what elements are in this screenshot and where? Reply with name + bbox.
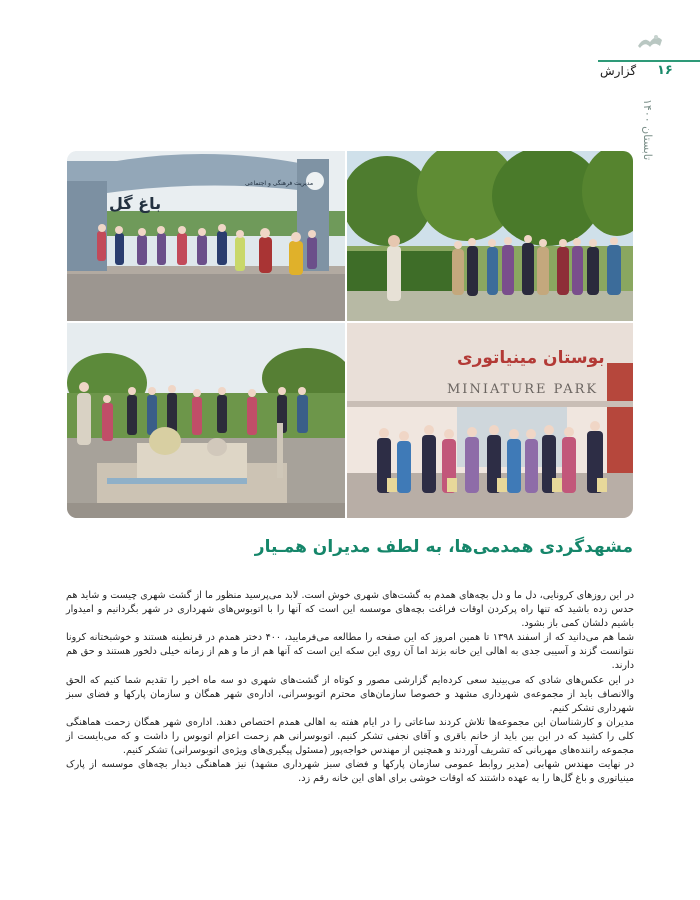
park-sign: بوستان مینیاتوری	[457, 348, 605, 368]
photo-garden-gate	[67, 151, 345, 321]
issue-date: تابستان ۱۴۰۰	[641, 99, 654, 161]
page-number: ۱۶	[657, 63, 673, 78]
article-body	[66, 589, 634, 786]
paragraph: در نهایت مهندس شهابی (مدیر روابط عمومی سازمان پارکها و فضای سبز شهرداری مشهد) نیز هماهنگی دیدار بچه‌های موسسه از پارک مینیاتوری و باغ گل‌ها را به عهده داشتند که اوقات خوشی برای اهای این خانه رقم زد.	[66, 759, 634, 785]
photo-trees-group	[347, 151, 633, 321]
park-sign-en: MINIATURE PARK	[447, 382, 599, 397]
section-label: گزارش	[600, 64, 637, 78]
paragraph: در این روزهای کرونایی، دل ما و دل بچه‌های همدم به گشت‌های شهری خوش است. لابد می‌پرسید منظور ما از گشت شهری چیست و شاید هم حدس زده باشید که تنها راه پرکردن اوقات فراغت بچه‌های موسسه این است که آنها را با اتوبوس‌های شهرداری در شهر بگردانیم و امیدوار باشیم دلشان کمی باز بشود.	[66, 590, 634, 630]
paragraph: مدیران و کارشناسان این مجموعه‌ها تلاش کردند ساعاتی را در ایام هفته به اهالی همدم اختصاص دهند. اداره‌ی شهر همگان زحمت هماهنگی کلی را کشید که در این بین باید از خانم باقری و آقای نجفی تشکر کنیم. اتوبوسرانی هم زحمت اعزام اتوبوس را داشت و که می‌بایست از مجموعه راننده‌های مهربانی که تشریف آوردند و همچنین از مهندس خواجه‌پور (مسئول پیگیری‌های ویژه‌ی اتوبوسرانی) تشکر کنیم.	[66, 716, 634, 757]
photo-miniature-park	[347, 323, 633, 518]
paragraph: در این عکس‌های شادی که می‌بینید سعی کرده‌ایم گزارشی مصور و کوتاه از گشت‌های شهری دو سه ماه اخیر را تقدیم شما کنیم که الحق والانصاف باید از مجموعه‌ی شهرداری مشهد و خصوصا سازمان‌های محترم اتوبوسرانی، اداره‌ی شهر همگان و سازمان پارکها و فضای سبز شهرداری تشکر کنیم.	[66, 674, 634, 714]
magazine-logo-icon	[636, 32, 664, 52]
photo-collage	[67, 151, 633, 518]
gate-text-top: مدیریت فرهنگی و اجتماعی	[245, 180, 314, 187]
photo-miniature-model	[67, 323, 345, 518]
header-rule	[598, 60, 700, 62]
paragraph: شما هم می‌دانید که از اسفند ۱۳۹۸ تا همین امروز که این صفحه را مطالعه می‌فرمایید، ۴۰۰ دختر همدم در قرنطینه هستند و خوشبختانه کرونا نتوانست گزند و آسیبی جدی به اهالی این خانه بزند اما آن روی این سکه این است که آنها هم از ما و هم از زمانه خیلی دلخور هستند و حق هم دارند.	[66, 632, 635, 672]
gate-text-main: باغ گل	[109, 194, 162, 213]
article-title: مشهدگردی همدمی‌ها، به لطف مدیران همـیار	[254, 537, 633, 557]
